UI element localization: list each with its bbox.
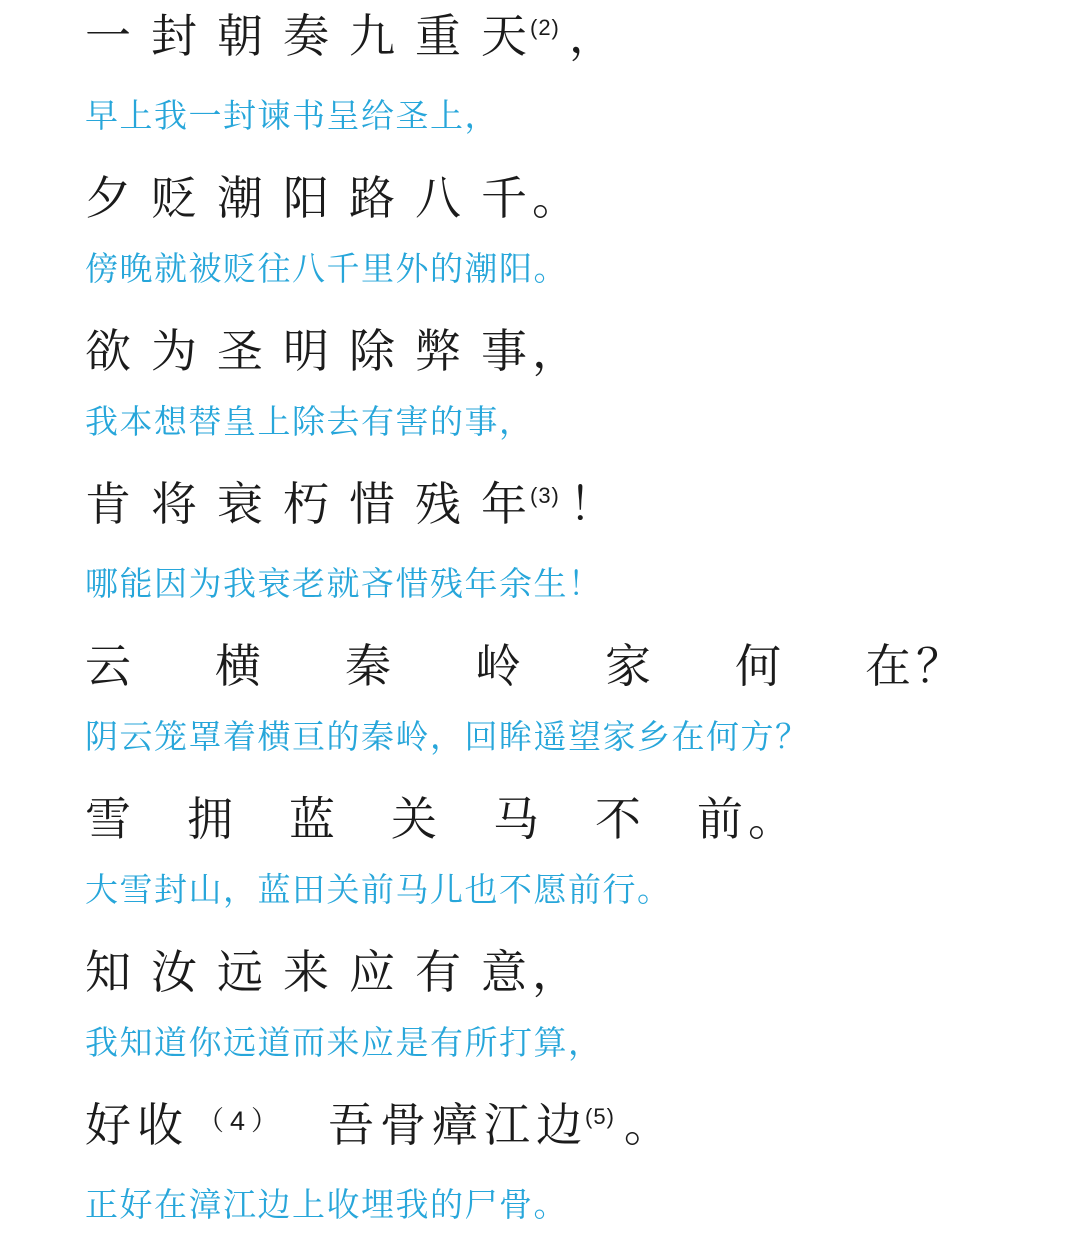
verse-char: 天 [481, 10, 527, 62]
verse-char: 重 [415, 10, 461, 62]
couplet-3 [85, 325, 1058, 441]
verse-char: 蓝 [289, 793, 335, 845]
verse-note-ref: (2) [530, 15, 560, 40]
verse-char: 瘴 [432, 1099, 479, 1151]
verse-note-ref: (3) [530, 483, 560, 508]
verse-char: 路 [349, 172, 395, 224]
verse-char: 来 [283, 946, 329, 998]
verse-char: 将 [151, 478, 197, 530]
verse-char: 关 [391, 793, 437, 845]
verse-char: 有 [415, 946, 461, 998]
verse-char: 事 [481, 325, 527, 377]
verse-char: 何 [735, 640, 781, 692]
couplet-7 [85, 946, 1058, 1062]
verse-char: 家 [605, 640, 651, 692]
verse-char: 岭 [475, 640, 521, 692]
verse-punctuation: 。 [532, 172, 578, 224]
verse-char: 夕 [85, 172, 131, 224]
verse-punctuation: 。 [748, 793, 794, 845]
translation-line: 阴云笼罩着横亘的秦岭，回眸遥望家乡在何方？ [85, 718, 810, 755]
verse-char: 雪 [85, 793, 131, 845]
translation-line: 哪能因为我衰老就吝惜残年余生！ [85, 565, 603, 602]
couplet-6 [85, 793, 1058, 909]
verse-inline-note-ref: （4） [197, 1106, 285, 1136]
verse-char: 年 [481, 478, 527, 530]
verse-char: 奏 [283, 10, 329, 62]
verse-punctuation: ， [532, 325, 578, 377]
verse-line [85, 172, 1058, 224]
verse-punctuation: 。 [623, 1099, 670, 1151]
verse-char: 肯 [85, 478, 131, 530]
verse-char: 汝 [151, 946, 197, 998]
verse-char: 意 [481, 946, 527, 998]
verse-char: 除 [349, 325, 395, 377]
verse-char: 应 [349, 946, 395, 998]
translation-line: 大雪封山，蓝田关前马儿也不愿前行。 [85, 871, 672, 908]
verse-char: 前 [697, 793, 743, 845]
verse-char: 九 [349, 10, 395, 62]
verse-char: 弊 [415, 325, 461, 377]
verse-char: 朝 [217, 10, 263, 62]
verse-char: 秦 [345, 640, 391, 692]
verse-char: 欲 [85, 325, 131, 377]
verse-line [85, 640, 1058, 692]
verse-punctuation: ， [568, 10, 615, 62]
translation-line: 正好在漳江边上收埋我的尸骨。 [85, 1186, 568, 1223]
verse-char: 阳 [283, 172, 329, 224]
verse-char: 马 [493, 793, 539, 845]
verse-char: 远 [217, 946, 263, 998]
verse-char: 圣 [217, 325, 263, 377]
verse-char: 在 [865, 640, 911, 692]
verse-char: 千 [481, 172, 527, 224]
couplet-1 [85, 10, 1058, 135]
verse-char: 江 [484, 1099, 531, 1151]
verse-line [85, 10, 1058, 71]
verse-char: 拥 [187, 793, 233, 845]
translation-line: 早上我一封谏书呈给圣上， [85, 97, 499, 134]
verse-char: 明 [283, 325, 329, 377]
verse-line [85, 946, 1058, 998]
verse-line [85, 1099, 1058, 1160]
couplet-5 [85, 640, 1058, 756]
verse-char: 边 [536, 1099, 583, 1151]
verse-punctuation: ！ [568, 478, 615, 530]
verse-char: 为 [151, 325, 197, 377]
verse-note-ref: (5) [585, 1104, 615, 1129]
verse-line [85, 793, 1058, 845]
verse-char: 一 [85, 10, 131, 62]
verse-char: 横 [215, 640, 261, 692]
translation-line: 我本想替皇上除去有害的事， [85, 403, 534, 440]
verse-char: 收 [137, 1099, 183, 1151]
verse-char: 知 [85, 946, 131, 998]
verse-char: 贬 [151, 172, 197, 224]
verse-punctuation: ？ [916, 640, 962, 692]
couplet-2 [85, 172, 1058, 288]
translation-line: 我知道你远道而来应是有所打算， [85, 1024, 603, 1061]
verse-char: 封 [151, 10, 197, 62]
couplet-8 [85, 1099, 1058, 1224]
verse-line [85, 478, 1058, 539]
verse-char: 不 [595, 793, 641, 845]
verse-char: 好 [85, 1099, 131, 1151]
verse-char: 骨 [380, 1099, 427, 1151]
verse-char: 八 [415, 172, 461, 224]
verse-char: 朽 [283, 478, 329, 530]
poem-couplets [85, 10, 1058, 1224]
verse-punctuation: ， [532, 946, 578, 998]
verse-char: 云 [85, 640, 131, 692]
verse-char: 衰 [217, 478, 263, 530]
verse-line [85, 325, 1058, 377]
verse-char: 潮 [217, 172, 263, 224]
couplet-4 [85, 478, 1058, 603]
verse-char: 吾 [328, 1099, 375, 1151]
verse-char: 惜 [349, 478, 395, 530]
translation-line: 傍晚就被贬往八千里外的潮阳。 [85, 250, 568, 287]
verse-char: 残 [415, 478, 461, 530]
